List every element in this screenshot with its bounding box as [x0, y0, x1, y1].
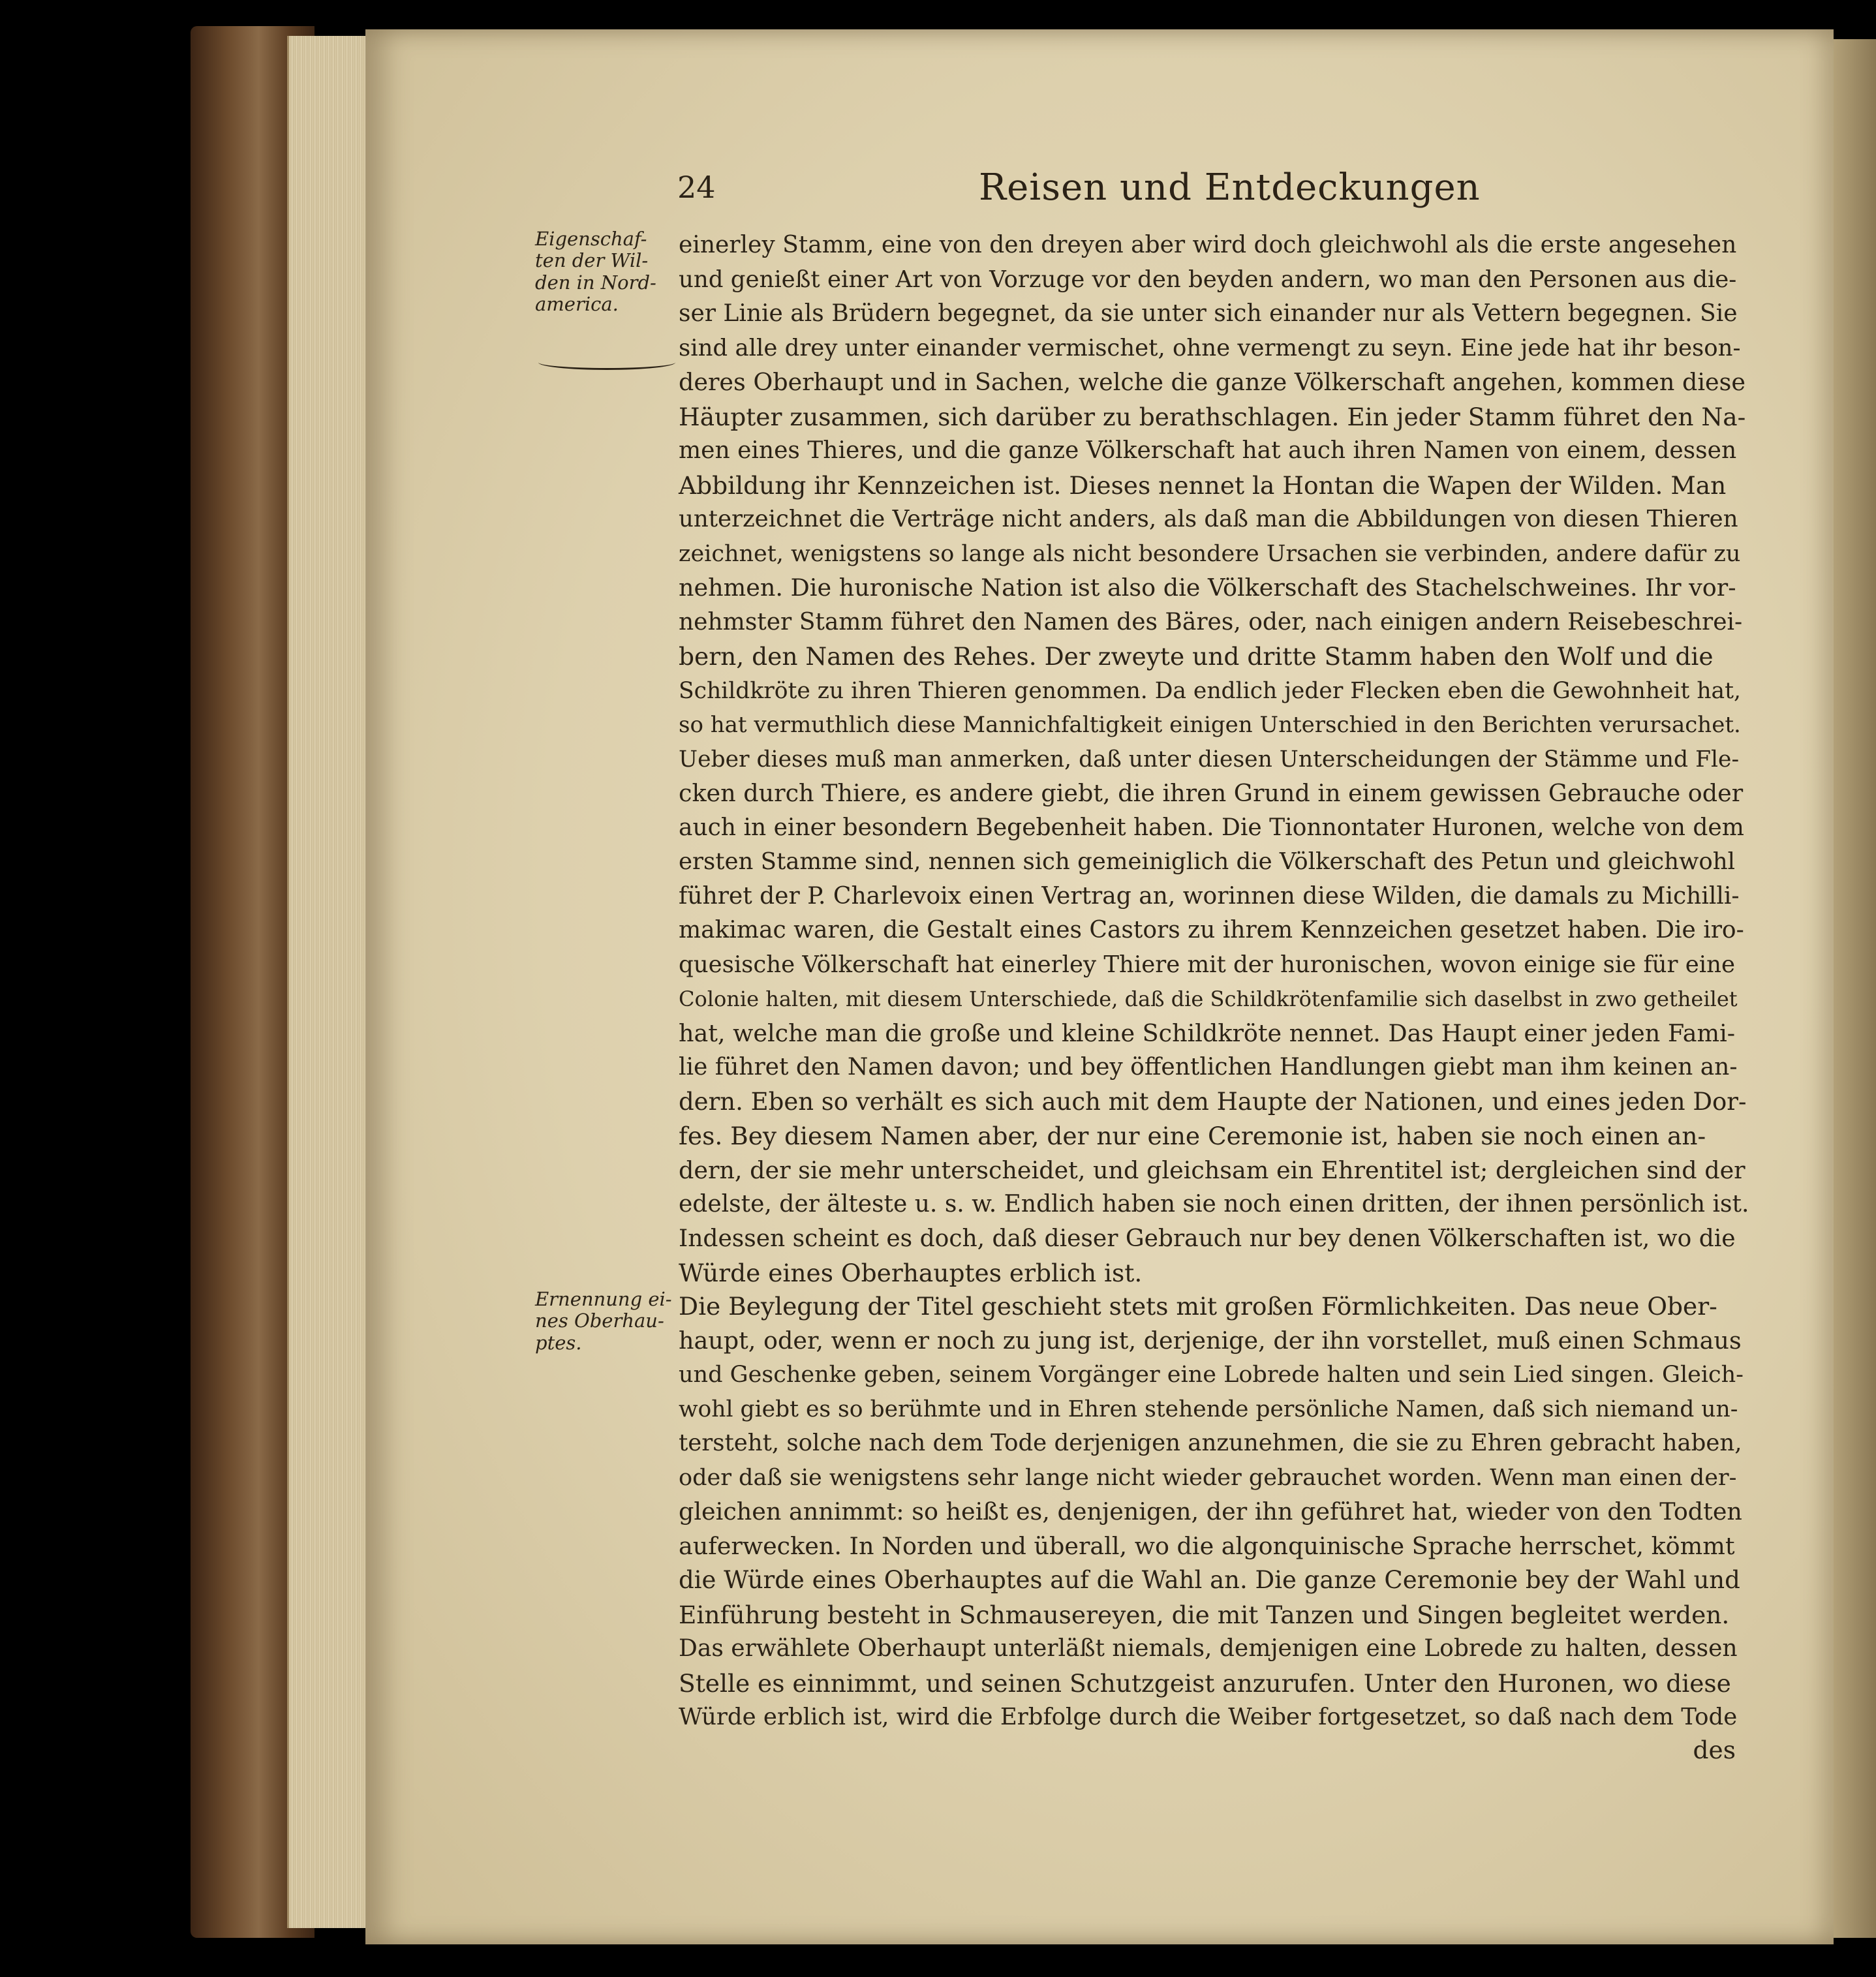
margin-note-brace [538, 355, 675, 370]
text-line: makimac waren, die Gestalt eines Castors zu ihrem Kennzeichen gesetzet haben. Die iro- [679, 917, 1744, 943]
text-line: nehmster Stamm führet den Namen des Bäres, oder, nach einigen andern Reisebeschrei- [679, 608, 1743, 636]
text-line: nehmen. Die huronische Nation ist also die Völkerschaft des Stachelschweines. Ihr vor- [679, 574, 1736, 602]
margin-note-line: den in Nord- [535, 271, 656, 294]
text-line: Abbildung ihr Kennzeichen ist. Dieses nennet la Hontan die Wapen der Wilden. Man [679, 470, 1727, 500]
text-line: und Geschenke geben, seinem Vorgänger eine Lobrede halten und sein Lied singen. Gleich- [679, 1362, 1744, 1388]
text-line: ser Linie als Brüdern begegnet, da sie unter sich einander nur als Vettern begegnen. Sie [679, 300, 1738, 327]
text-line: lie führet den Namen davon; und bey öffentlichen Handlungen giebt man ihm keinen an- [679, 1054, 1738, 1080]
text-line: Die Beylegung der Titel geschieht stets mit großen Förmlichkeiten. Das neue Ober- [679, 1292, 1717, 1321]
text-line: sind alle drey unter einander vermischet, ohne vermengt zu seyn. Eine jede hat ihr beson- [679, 334, 1741, 361]
text-line: Colonie halten, mit diesem Unterschiede, daß die Schildkrötenfamilie sich daselbst in zwo getheilet [679, 987, 1738, 1011]
text-line: führet der P. Charlevoix einen Vertrag an, worinnen diese Wilden, die damals zu Michilli- [679, 882, 1740, 910]
text-line: bern, den Namen des Rehes. Der zweyte und dritte Stamm haben den Wolf und die [679, 642, 1714, 671]
margin-note-line: america. [535, 293, 619, 316]
text-line: hat, welche man die große und kleine Schildkröte nennet. Das Haupt einer jeden Fami- [679, 1019, 1736, 1047]
text-line: Würde eines Oberhauptes erblich ist. [679, 1259, 1143, 1287]
text-line: quesische Völkerschaft hat einerley Thiere mit der huronischen, wovon einige sie für eine [679, 951, 1736, 978]
paragraph-2 [679, 1289, 1749, 1735]
margin-note-ernennung [535, 1289, 692, 1354]
text-line: gleichen annimmt: so heißt es, denjenigen, der ihn geführet hat, wieder von den Todten [679, 1497, 1742, 1525]
margin-note-line: nes Oberhau- [535, 1310, 664, 1332]
text-line: Würde erblich ist, wird die Erbfolge durch die Weiber fortgesetzet, so daß nach dem Tode [679, 1704, 1738, 1730]
text-line: zeichnet, wenigstens so lange als nicht besondere Ursachen sie verbinden, andere dafür zu [679, 540, 1741, 567]
catchword: des [1693, 1736, 1736, 1764]
margin-note-eigenschaften [535, 228, 692, 315]
text-line: Indessen scheint es doch, daß dieser Gebrauch nur bey denen Völkerschaften ist, wo die [679, 1225, 1736, 1252]
text-line: unterzeichnet die Verträge nicht anders, als daß man die Abbildungen von diesen Thieren [679, 506, 1738, 532]
text-line: oder daß sie wenigstens sehr lange nicht wieder gebrauchet worden. Wenn man einen der- [679, 1464, 1737, 1491]
text-line: Häupter zusammen, sich darüber zu berathschlagen. Ein jeder Stamm führet den Na- [679, 402, 1746, 431]
margin-note-line: ten der Wil- [535, 249, 649, 272]
margin-note-line: Eigenschaf- [535, 228, 647, 250]
running-head: Reisen und Entdeckungen [979, 166, 1481, 209]
text-line: ersten Stamme sind, nennen sich gemeiniglich die Völkerschaft des Petun und gleichwohl [679, 848, 1736, 875]
text-line: edelste, der älteste u. s. w. Endlich haben sie noch einen dritten, der ihnen persönlich ist. [679, 1191, 1749, 1218]
text-line: fes. Bey diesem Namen aber, der nur eine Ceremonie ist, haben sie noch einen an- [679, 1122, 1706, 1150]
text-line: Ueber dieses muß man anmerken, daß unter diesen Unterscheidungen der Stämme und Fle- [679, 746, 1740, 773]
text-line: haupt, oder, wenn er noch zu jung ist, derjenige, der ihn vorstellet, muß einen Schmaus [679, 1326, 1742, 1355]
text-line: die Würde eines Oberhauptes auf die Wahl an. Die ganze Ceremonie bey der Wahl und [679, 1566, 1740, 1594]
text-line: Das erwählete Oberhaupt unterläßt niemals, demjenigen eine Lobrede zu halten, dessen [679, 1635, 1738, 1662]
text-line: und genießt einer Art von Vorzuge vor den beyden andern, wo man den Personen aus die- [679, 266, 1737, 293]
text-line: men eines Thieres, und die ganze Völkerschaft hat auch ihren Namen von einem, dessen [679, 437, 1737, 464]
paragraph-1 [679, 228, 1749, 1291]
page-number: 24 [677, 170, 716, 205]
text-line: auch in einer besondern Begebenheit haben. Die Tionnontater Huronen, welche von dem [679, 814, 1744, 841]
text-line: einerley Stamm, eine von den dreyen aber wird doch gleichwohl als die erste angesehen [679, 232, 1737, 258]
facing-page-edge [1827, 39, 1876, 1938]
margin-note-line: Ernennung ei- [535, 1288, 672, 1310]
text-line: dern. Eben so verhält es sich auch mit dem Haupte der Nationen, und eines jeden Dor- [679, 1087, 1747, 1116]
text-line: Schildkröte zu ihren Thieren genommen. Da endlich jeder Flecken eben die Gewohnheit hat, [679, 677, 1741, 704]
text-line: cken durch Thiere, es andere giebt, die ihren Grund in einem gewissen Gebrauche oder [679, 779, 1744, 807]
margin-note-line: ptes. [535, 1331, 582, 1354]
text-line: so hat vermuthlich diese Mannichfaltigkeit einigen Unterschied in den Berichten verursachet. [679, 712, 1741, 738]
text-line: deres Oberhaupt und in Sachen, welche die ganze Völkerschaft angehen, kommen diese [679, 368, 1745, 396]
text-line: Einführung besteht in Schmausereyen, die mit Tanzen und Singen begleitet werden. [679, 1600, 1730, 1629]
text-line: Stelle es einnimmt, und seinen Schutzgeist anzurufen. Unter den Huronen, wo diese [679, 1668, 1731, 1698]
text-line: auferwecken. In Norden und überall, wo die algonquinische Sprache herrschet, kömmt [679, 1531, 1735, 1560]
text-line: dern, der sie mehr unterscheidet, und gleichsam ein Ehrentitel ist; dergleichen sind der [679, 1156, 1745, 1184]
text-line: wohl giebt es so berühmte und in Ehren stehende persönliche Namen, daß sich niemand un- [679, 1396, 1738, 1422]
text-line: tersteht, solche nach dem Tode derjenigen anzunehmen, die sie zu Ehren gebracht haben, [679, 1430, 1742, 1456]
